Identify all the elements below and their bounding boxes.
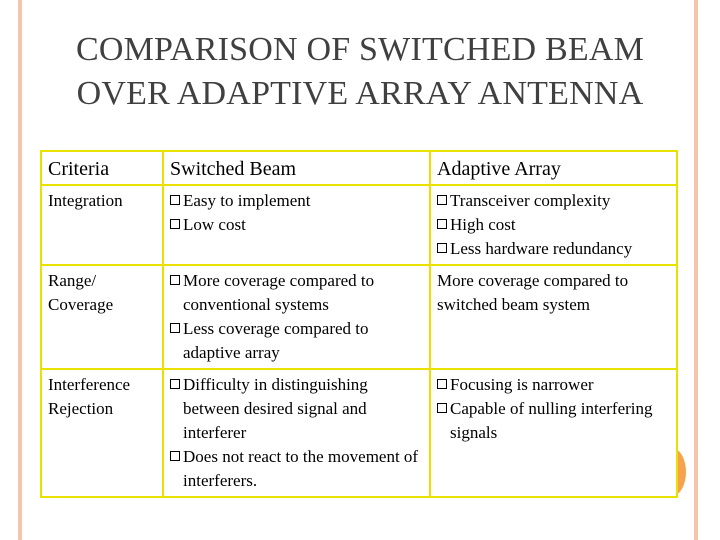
- table-row: [41, 185, 677, 265]
- adaptive-array-cell: [430, 265, 677, 369]
- switched-beam-cell: [163, 265, 430, 369]
- checkbox-bullet-icon: [170, 219, 180, 229]
- header-criteria: Criteria: [41, 151, 163, 185]
- checkbox-bullet-icon: [437, 195, 447, 205]
- list-item: Less coverage compared to adaptive array: [170, 317, 423, 365]
- checkbox-bullet-icon: [170, 275, 180, 285]
- checkbox-bullet-icon: [170, 451, 180, 461]
- table-header-row: [41, 151, 677, 185]
- header-adaptive-array: Adaptive Array: [430, 151, 677, 185]
- title-line-2: OVER ADAPTIVE ARRAY ANTENNA: [76, 75, 644, 112]
- list-item: High cost: [437, 213, 670, 237]
- checkbox-bullet-icon: [437, 243, 447, 253]
- list-item: Difficulty in distinguishing between desired signal and interferer: [170, 373, 423, 445]
- left-frame-line: [18, 0, 22, 540]
- slide-title: [40, 28, 680, 116]
- adaptive-array-cell: [430, 185, 677, 265]
- adaptive-array-cell: [430, 369, 677, 497]
- list-item: Easy to implement: [170, 189, 423, 213]
- list-item: Focusing is narrower: [437, 373, 670, 397]
- list-item: Capable of nulling interfering signals: [437, 397, 670, 445]
- switched-beam-cell: [163, 369, 430, 497]
- checkbox-bullet-icon: [170, 195, 180, 205]
- header-switched-beam: Switched Beam: [163, 151, 430, 185]
- right-frame-line: [694, 0, 698, 540]
- checkbox-bullet-icon: [437, 403, 447, 413]
- checkbox-bullet-icon: [170, 379, 180, 389]
- list-item: Transceiver complexity: [437, 189, 670, 213]
- table-row: [41, 369, 677, 497]
- checkbox-bullet-icon: [170, 323, 180, 333]
- switched-beam-cell: [163, 185, 430, 265]
- comparison-table: [40, 150, 678, 498]
- list-item: Low cost: [170, 213, 423, 237]
- checkbox-bullet-icon: [437, 379, 447, 389]
- criteria-cell: Integration: [41, 185, 163, 265]
- list-item: Less hardware redundancy: [437, 237, 670, 261]
- list-item: More coverage compared to conventional systems: [170, 269, 423, 317]
- list-item: Does not react to the movement of interferers.: [170, 445, 423, 493]
- title-line-1: COMPARISON OF SWITCHED BEAM: [75, 31, 645, 68]
- criteria-cell: Interference Rejection: [41, 369, 163, 497]
- adaptive-array-text: More coverage compared to switched beam system: [437, 271, 629, 314]
- criteria-cell: Range/ Coverage: [41, 265, 163, 369]
- table-row: [41, 265, 677, 369]
- checkbox-bullet-icon: [437, 219, 447, 229]
